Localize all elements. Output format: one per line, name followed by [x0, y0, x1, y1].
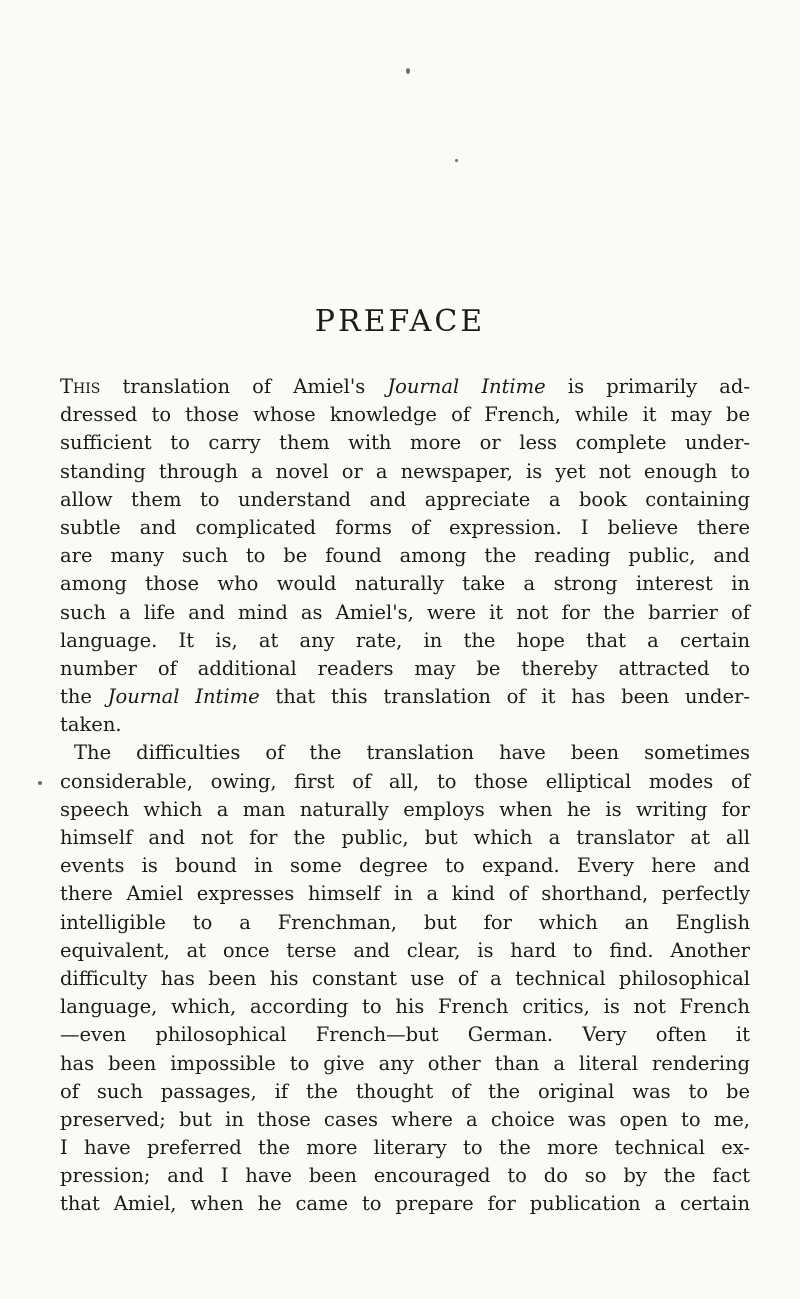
text-line: difficulty has been his constant use of a technical philosophical	[60, 966, 750, 990]
ink-speck	[455, 159, 458, 162]
text-line: himself and not for the public, but which a translator at all	[60, 826, 750, 849]
text-line: The difficulties of the translation have been sometimes	[74, 741, 750, 765]
text-line: taken.	[60, 713, 122, 737]
text-line: standing through a novel or a newspaper, is yet not enough to	[60, 459, 750, 483]
italic-title: Journal Intime	[107, 685, 260, 709]
text-line: are many such to be found among the reading public, and	[60, 544, 750, 568]
text-span: that this translation of it has been under-	[259, 685, 750, 709]
preface-body	[60, 373, 750, 1219]
text-line: such a life and mind as Amiel's, were it not for the barrier of	[60, 600, 750, 624]
text-span: is primarily ad-	[545, 375, 750, 398]
text-line: I have preferred the more literary to the more technical ex-	[60, 1136, 750, 1160]
text-line: language, which, according to his French critics, is not French	[60, 995, 750, 1019]
text-line: allow them to understand and appreciate a book containing	[60, 487, 750, 511]
ink-speck	[406, 68, 410, 74]
text-line: sufficient to carry them with more or less complete under-	[60, 431, 750, 455]
text-line: events is bound in some degree to expand. Every here and	[60, 854, 750, 878]
text-line: speech which a man naturally employs when he is writing for	[60, 797, 750, 821]
text-line: pression; and I have been encouraged to do so by the fact	[60, 1164, 750, 1188]
text-line: intelligible to a Frenchman, but for which an English	[60, 910, 750, 934]
text-line	[60, 683, 750, 711]
text-line: dressed to those whose knowledge of French, while it may be	[60, 403, 750, 427]
text-line	[60, 373, 750, 401]
text-line: subtle and complicated forms of expression. I believe there	[60, 515, 750, 539]
text-line: that Amiel, when he came to prepare for publication a certain	[60, 1192, 750, 1216]
text-span: the	[60, 685, 108, 709]
text-line: of such passages, if the thought of the original was to be	[60, 1079, 750, 1103]
dropcase-word: This	[60, 375, 101, 398]
text-line: has been impossible to give any other than a literal rendering	[60, 1051, 750, 1075]
text-line: language. It is, at any rate, in the hope that a certain	[60, 628, 750, 652]
text-line: among those who would naturally take a strong interest in	[60, 572, 750, 596]
text-line: considerable, owing, first of all, to those elliptical modes of	[60, 769, 750, 793]
ink-speck	[38, 781, 42, 785]
text-line: equivalent, at once terse and clear, is hard to find. Another	[60, 938, 750, 962]
text-span: translation of Amiel's	[100, 375, 388, 398]
page-title: PREFACE	[314, 304, 486, 339]
italic-title: Journal Intime	[387, 375, 546, 398]
text-line: number of additional readers may be thereby attracted to	[60, 656, 750, 680]
text-line: —even philosophical French—but German. Very often it	[60, 1023, 750, 1047]
text-line: preserved; but in those cases where a choice was open to me,	[60, 1107, 750, 1131]
text-line: there Amiel expresses himself in a kind of shorthand, perfectly	[60, 882, 750, 906]
